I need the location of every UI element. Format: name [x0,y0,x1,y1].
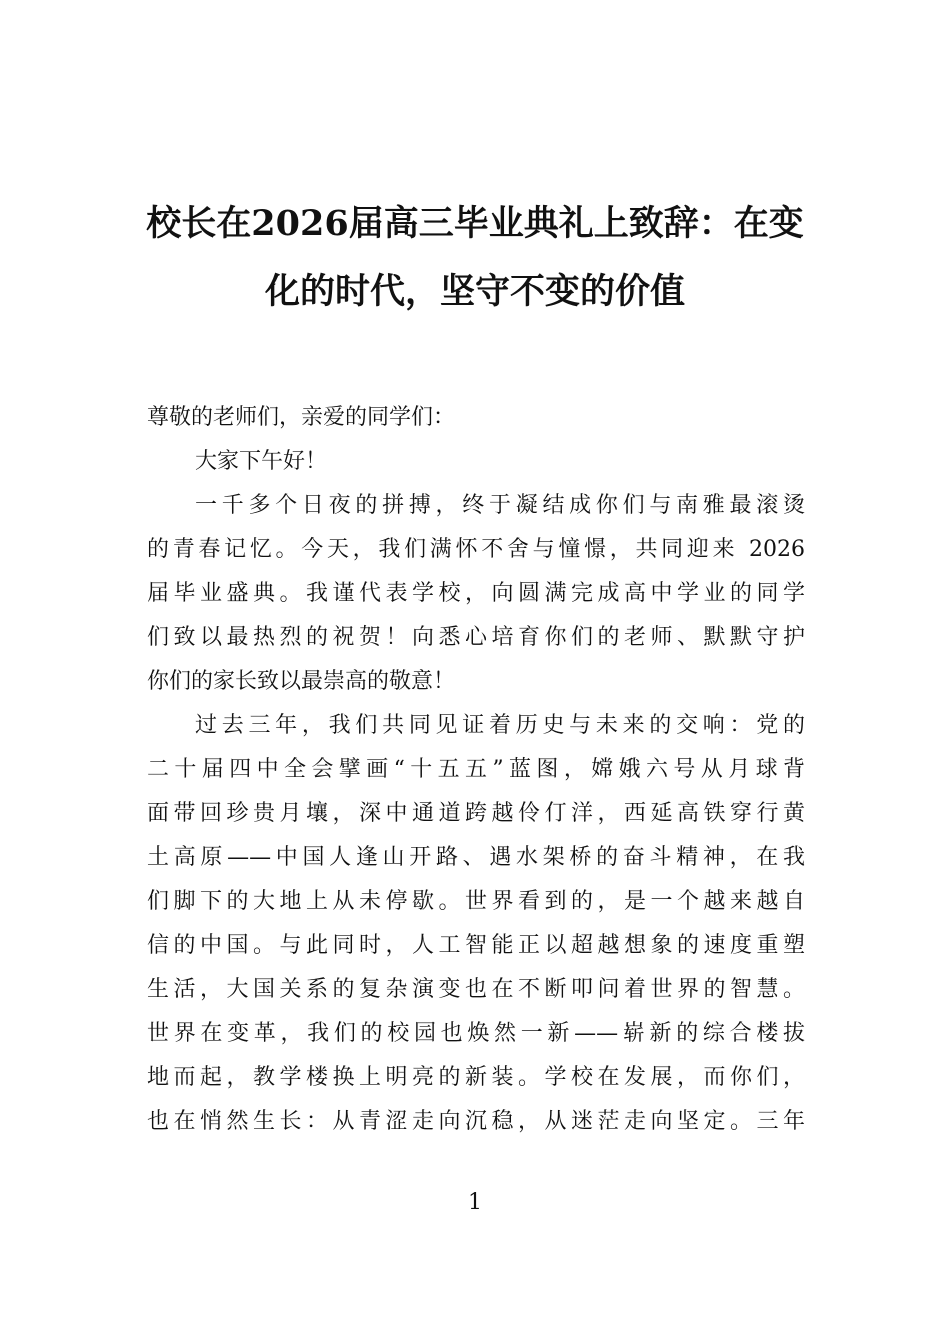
body-line: 的青春记忆。今天，我们满怀不舍与憧憬，共同迎来 2026 [147,537,805,562]
document-body [147,396,805,1144]
body-line: 二十届四中全会擘画“十五五”蓝图，嫦娥六号从月球背 [147,757,805,782]
body-line: 们致以最热烈的祝贺！向悉心培育你们的老师、默默守护 [147,625,805,650]
body-line: 届毕业盛典。我谨代表学校，向圆满完成高中学业的同学 [147,581,805,606]
body-line: 们脚下的大地上从未停歇。世界看到的，是一个越来越自 [147,889,805,914]
greeting-line: 大家下午好！ [195,449,328,474]
body-line: 面带回珍贵月壤，深中通道跨越伶仃洋，西延高铁穿行黄 [147,801,805,826]
document-title [130,190,820,326]
title-line-2: 化的时代，坚守不变的价值 [264,271,685,312]
body-line: 世界在变革，我们的校园也焕然一新——崭新的综合楼拔 [147,1021,805,1046]
body-line: 地而起，教学楼换上明亮的新装。学校在发展，而你们， [147,1065,805,1090]
body-line: 你们的家长致以最崇高的敬意！ [147,669,456,694]
title-line-1: 校长在2026届高三毕业典礼上致辞：在变 [146,203,804,244]
body-line: 生活，大国关系的复杂演变也在不断叩问着世界的智慧。 [147,977,805,1002]
salutation-line: 尊敬的老师们，亲爱的同学们： [147,405,456,430]
body-line: 土高原——中国人逢山开路、遇水架桥的奋斗精神，在我 [147,845,805,870]
body-line: 一千多个日夜的拼搏，终于凝结成你们与南雅最滚烫 [195,493,805,518]
body-line: 也在悄然生长：从青涩走向沉稳，从迷茫走向坚定。三年 [147,1109,805,1134]
page-number: 1 [468,1190,482,1215]
body-line: 过去三年，我们共同见证着历史与未来的交响：党的 [195,713,805,738]
body-line: 信的中国。与此同时，人工智能正以超越想象的速度重塑 [147,933,805,958]
